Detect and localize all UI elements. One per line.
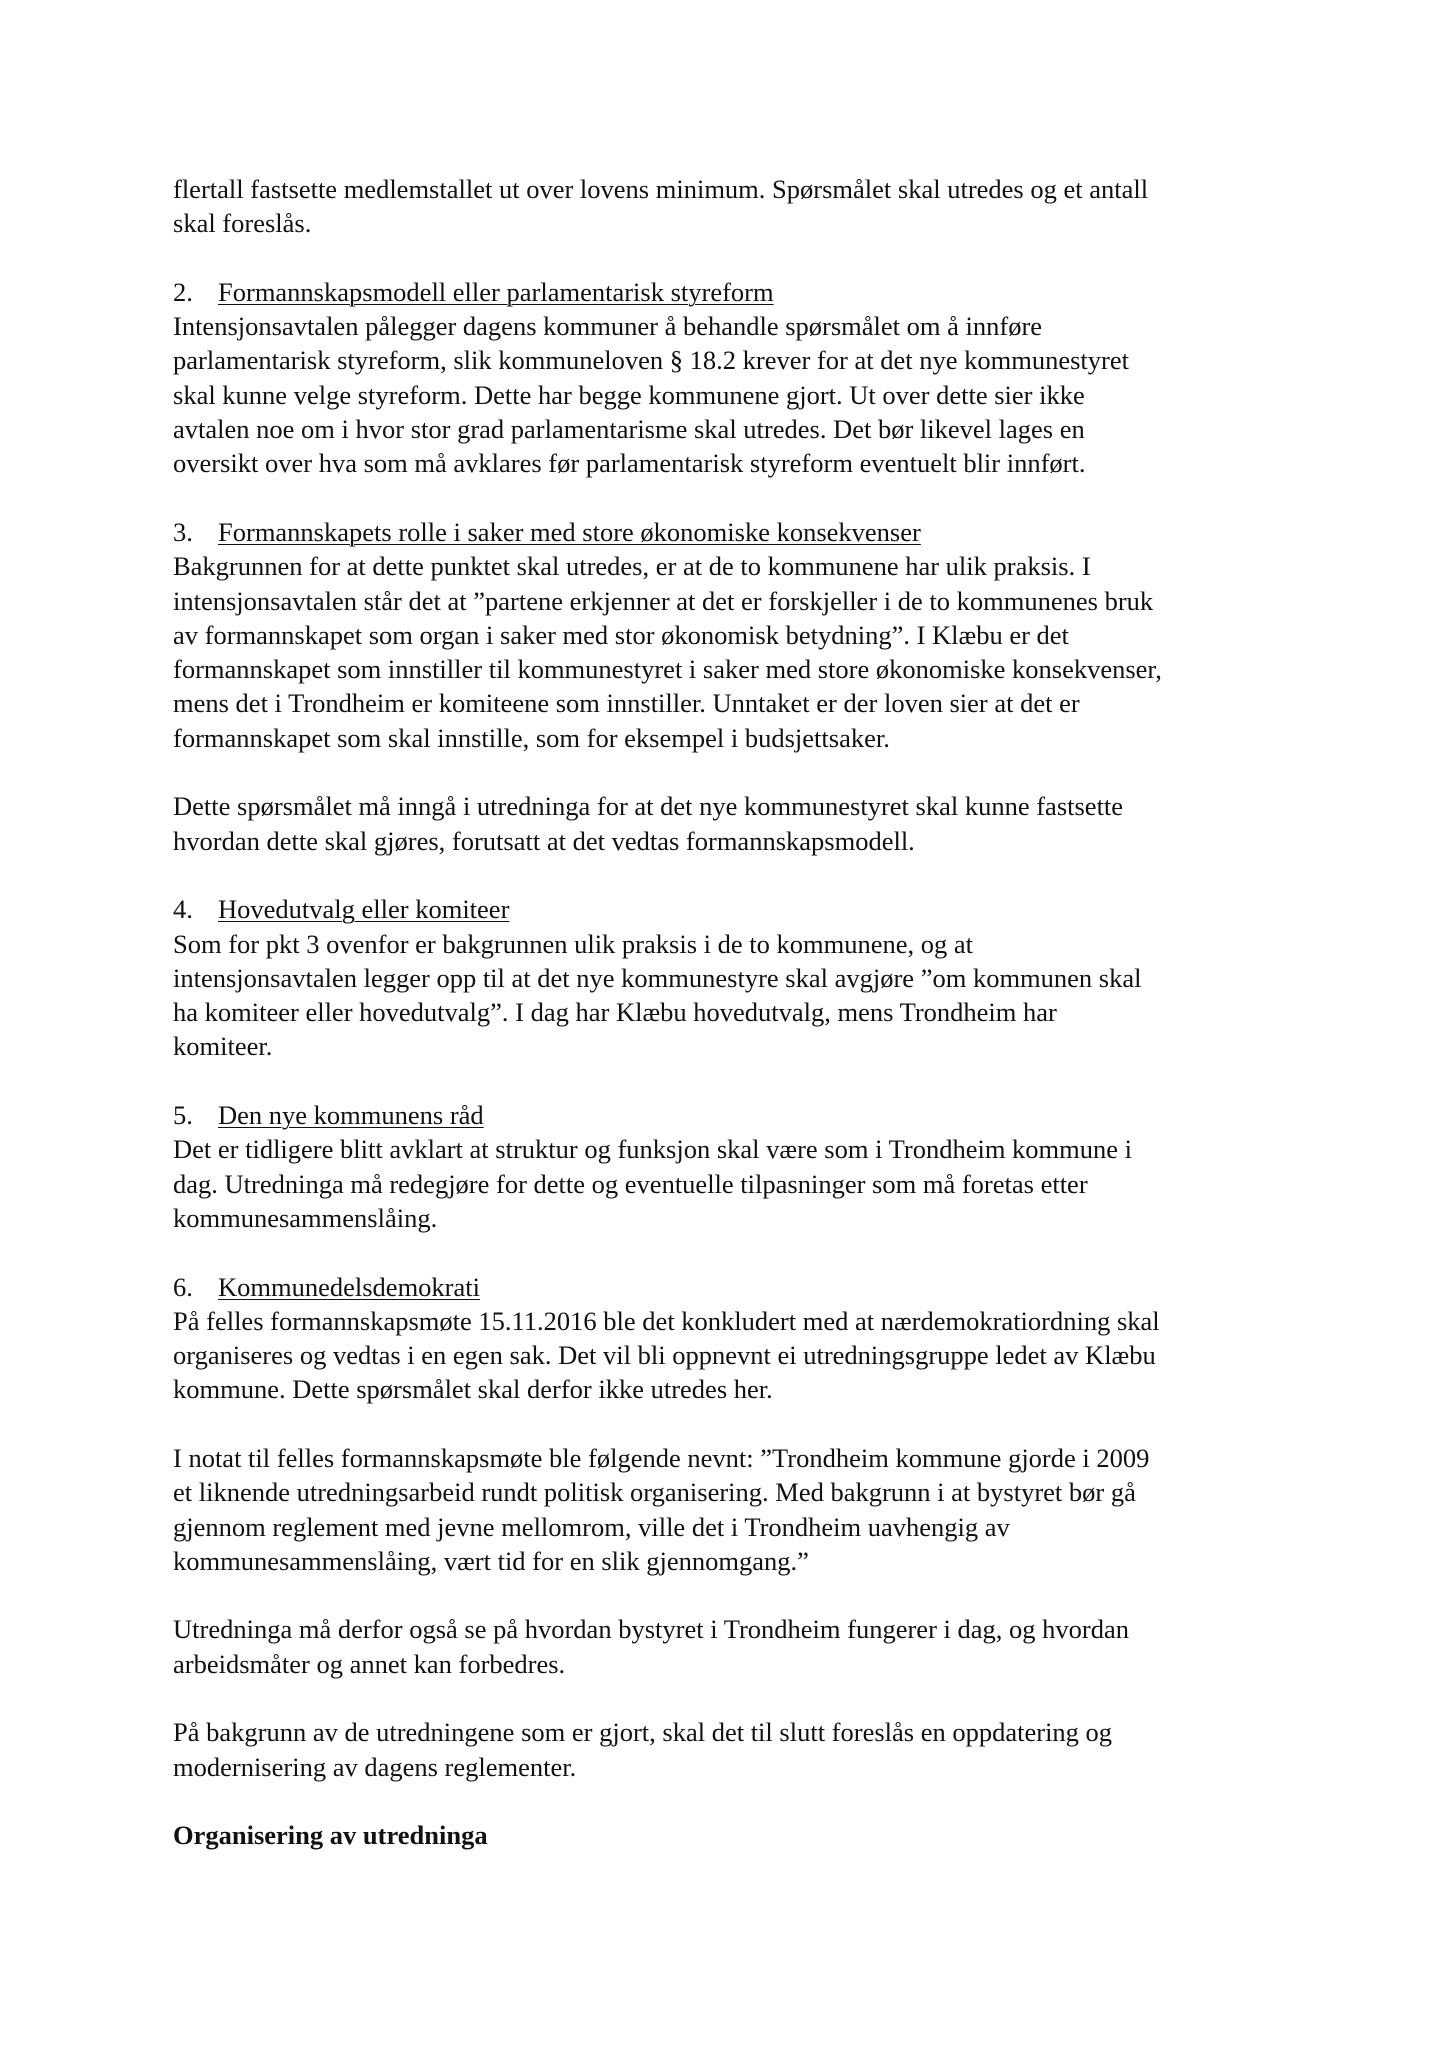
intro-paragraph	[173, 172, 1283, 241]
text-line: På felles formannskapsmøte 15.11.2016 ble det konkludert med at nærdemokratiordning skal	[173, 1305, 1160, 1336]
text-line: formannskapet som skal innstille, som for eksempel i budsjettsaker.	[173, 722, 890, 753]
text-line: Intensjonsavtalen pålegger dagens kommuner å behandle spørsmålet om å innføre	[173, 311, 1043, 342]
text-line: Som for pkt 3 ovenfor er bakgrunnen ulik praksis i de to kommunene, og at	[173, 928, 973, 959]
section-heading	[173, 1098, 1283, 1132]
text-line: hvordan dette skal gjøres, forutsatt at det vedtas formannskapsmodell.	[173, 825, 915, 856]
section-6	[173, 1270, 1283, 1407]
text-line: På bakgrunn av de utredningene som er gjort, skal det til slutt foreslås en oppdatering og	[173, 1717, 1113, 1748]
closing-paragraph-1	[173, 1441, 1283, 1578]
text-line: skal foreslås.	[173, 208, 312, 239]
text-line: oversikt over hva som må avklares før parlamentarisk styreform eventuelt blir innført.	[173, 448, 1086, 479]
section-heading	[173, 515, 1283, 549]
text-line: flertall fastsette medlemstallet ut over lovens minimum. Spørsmålet skal utredes og et antall	[173, 174, 1149, 204]
section-3	[173, 515, 1283, 755]
document-page	[173, 172, 1283, 1853]
section-5	[173, 1098, 1283, 1235]
text-line: arbeidsmåter og annet kan forbedres.	[173, 1648, 566, 1679]
text-line: skal kunne velge styreform. Dette har begge kommunene gjort. Ut over dette sier ikke	[173, 379, 1085, 410]
text-line: komiteer.	[173, 1031, 273, 1062]
text-line: kommune. Dette spørsmålet skal derfor ikke utredes her.	[173, 1374, 773, 1405]
text-line: av formannskapet som organ i saker med stor økonomisk betydning”. I Klæbu er det	[173, 619, 1069, 650]
text-line: Dette spørsmålet må inngå i utredninga for at det nye kommunestyret skal kunne fastsette	[173, 791, 1124, 822]
section-heading	[173, 892, 1283, 926]
section-number: 4.	[173, 894, 193, 925]
closing-paragraph-2	[173, 1612, 1283, 1681]
text-line: avtalen noe om i hvor stor grad parlamentarisme skal utredes. Det bør likevel lages en	[173, 414, 1085, 445]
section-title: Den nye kommunens råd	[218, 1100, 484, 1131]
text-line: dag. Utredninga må redegjøre for dette og eventuelle tilpasninger som må foretas etter	[173, 1168, 1088, 1199]
closing-paragraph-3	[173, 1715, 1283, 1784]
text-line: kommunesammenslåing, vært tid for en slik gjennomgang.”	[173, 1545, 809, 1576]
text-line: organiseres og vedtas i en egen sak. Det vil bli oppnevnt ei utredningsgruppe ledet av Klæbu	[173, 1340, 1156, 1371]
section-number: 6.	[173, 1271, 193, 1302]
text-line: formannskapet som innstiller til kommunestyret i saker med store økonomiske konsekvenser,	[173, 654, 1162, 685]
section-4	[173, 892, 1283, 1063]
text-line: I notat til felles formannskapsmøte ble følgende nevnt: ”Trondheim kommune gjorde i 2009	[173, 1442, 1150, 1473]
text-line: Bakgrunnen for at dette punktet skal utredes, er at de to kommunene har ulik praksis. I	[173, 551, 1091, 582]
text-line: et liknende utredningsarbeid rundt politisk organisering. Med bakgrunn i at bystyret bør gå	[173, 1477, 1136, 1508]
section-3-paragraph-2	[173, 789, 1283, 858]
text-line: kommunesammenslåing.	[173, 1202, 438, 1233]
text-line: gjennom reglement med jevne mellomrom, ville det i Trondheim uavhengig av	[173, 1511, 1010, 1542]
text-line: intensjonsavtalen legger opp til at det nye kommunestyre skal avgjøre ”om kommunen skal	[173, 962, 1142, 993]
section-2	[173, 275, 1283, 481]
section-number: 5.	[173, 1100, 193, 1131]
section-title: Kommunedelsdemokrati	[218, 1271, 480, 1302]
text-line: mens det i Trondheim er komiteene som innstiller. Unntaket er der loven sier at det er	[173, 688, 1080, 719]
section-title: Hovedutvalg eller komiteer	[218, 894, 510, 925]
section-number: 3.	[173, 516, 193, 547]
text-line: Utredninga må derfor også se på hvordan bystyret i Trondheim fungerer i dag, og hvordan	[173, 1614, 1129, 1645]
section-heading	[173, 1270, 1283, 1304]
text-line: ha komiteer eller hovedutvalg”. I dag har Klæbu hovedutvalg, mens Trondheim har	[173, 997, 1057, 1028]
text-line: Det er tidligere blitt avklart at struktur og funksjon skal være som i Trondheim kommune i	[173, 1134, 1133, 1165]
section-title: Formannskapsmodell eller parlamentarisk styreform	[218, 276, 774, 307]
text-line: modernisering av dagens reglementer.	[173, 1751, 577, 1782]
organisering-heading: Organisering av utredninga	[173, 1820, 488, 1851]
section-heading	[173, 275, 1283, 309]
section-title: Formannskapets rolle i saker med store økonomiske konsekvenser	[218, 516, 921, 547]
section-number: 2.	[173, 276, 193, 307]
text-line: parlamentarisk styreform, slik kommuneloven § 18.2 krever for at det nye kommunestyret	[173, 345, 1129, 376]
text-line: intensjonsavtalen står det at ”partene erkjenner at det er forskjeller i de to kommunenes bruk	[173, 585, 1154, 616]
